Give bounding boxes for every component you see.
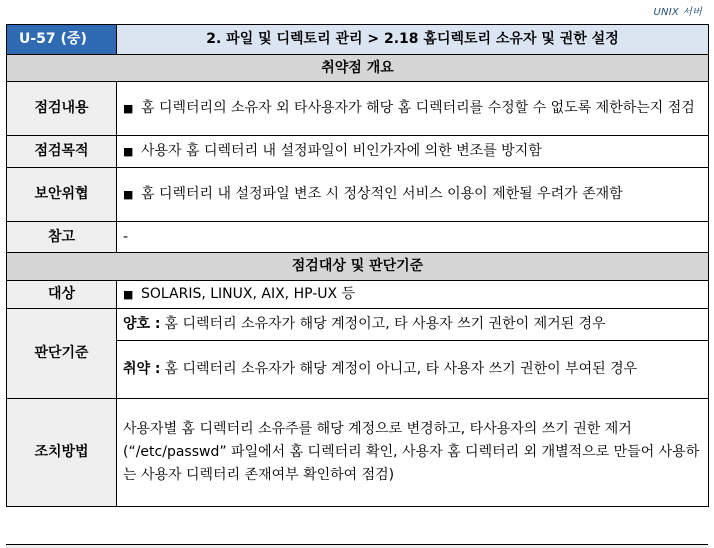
reference-label: 참고 [7, 222, 117, 253]
threat-label: 보안위협 [7, 168, 117, 222]
purpose-label: 점검목적 [7, 136, 117, 168]
action-row [7, 399, 709, 507]
bullet-square-icon: ■ [123, 102, 134, 115]
threat-cell [117, 168, 709, 222]
action-line-1: 사용자별 홈 디렉터리 소유주를 해당 계정으로 변경하고, 타사용자의 쓰기 권한 제거 [123, 421, 632, 437]
target-cell [117, 281, 709, 309]
reference-row [7, 222, 709, 253]
judgement-good-cell [117, 309, 709, 341]
threat-row [7, 168, 709, 222]
bullet-square-icon: ■ [123, 288, 134, 301]
judgement-label: 판단기준 [7, 309, 117, 399]
check-item-table [6, 24, 709, 507]
content-text: 홈 디렉터리의 소유자 외 타사용자가 해당 홈 디렉터리를 수정할 수 없도록 제한하는지 점검 [141, 100, 695, 116]
threat-text: 홈 디렉터리 내 설정파일 변조 시 정상적인 서비스 이용이 제한될 우려가 존재함 [141, 186, 623, 202]
action-label: 조치방법 [7, 399, 117, 507]
judgement-good-row [7, 309, 709, 341]
purpose-row [7, 136, 709, 168]
overview-section-row [7, 55, 709, 82]
content-row [7, 82, 709, 136]
bullet-square-icon: ■ [123, 145, 134, 158]
section-overview-header: 취약점 개요 [7, 55, 709, 82]
vuln-label: 취약 : [123, 361, 161, 377]
good-text: 홈 디렉터리 소유자가 해당 계정이고, 타 사용자 쓰기 권한이 제거된 경우 [164, 316, 606, 332]
next-row-edge [6, 544, 708, 548]
judgement-vuln-cell [117, 341, 709, 399]
vuln-text: 홈 디렉터리 소유자가 해당 계정이 아니고, 타 사용자 쓰기 권한이 부여된 경우 [164, 361, 638, 377]
header-tag: UNIX 서버 [653, 7, 702, 18]
bullet-square-icon: ■ [123, 188, 134, 201]
target-row [7, 281, 709, 309]
action-cell [117, 399, 709, 507]
action-line-2: (“/etc/passwd” 파일에서 홈 디렉터리 확인, 사용자 홈 디렉터리 외 개별적으로 만들어 사용하는 사용자 디렉터리 존재여부 확인하여 점검) [123, 444, 700, 483]
target-label: 대상 [7, 281, 117, 309]
item-id: U-57 (중) [7, 25, 117, 55]
purpose-cell [117, 136, 709, 168]
purpose-text: 사용자 홈 디렉터리 내 설정파일이 비인가자에 의한 변조를 방지함 [141, 143, 542, 159]
criteria-section-row [7, 253, 709, 281]
reference-text: - [117, 222, 709, 253]
title-row [7, 25, 709, 55]
item-title: 2. 파일 및 디렉토리 관리 > 2.18 홈디렉토리 소유자 및 권한 설정 [117, 25, 709, 55]
good-label: 양호 : [123, 316, 161, 332]
content-cell [117, 82, 709, 136]
target-text: SOLARIS, LINUX, AIX, HP-UX 등 [141, 286, 356, 302]
section-criteria-header: 점검대상 및 판단기준 [7, 253, 709, 281]
content-label: 점검내용 [7, 82, 117, 136]
